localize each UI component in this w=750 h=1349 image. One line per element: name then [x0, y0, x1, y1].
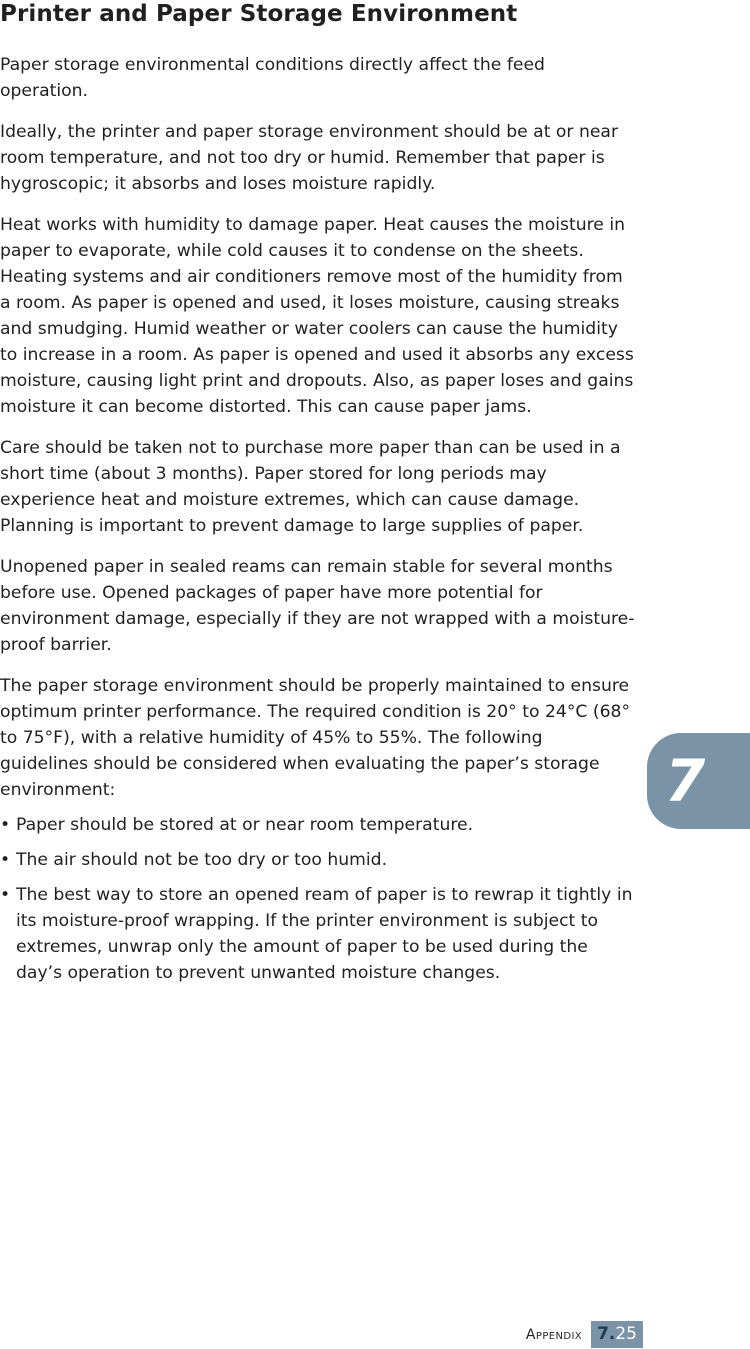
- page-footer: [526, 1321, 643, 1348]
- paragraph-storage-conditions: The paper storage environment should be properly maintained to ensure optimum printer performance. The required condition is 20° to 24°C (68° to 75°F), with a relative humidity of 45% to 55%. The following guidelines should be considered when evaluating the paper’s storage environment:: [0, 676, 631, 800]
- bullet-icon: •: [0, 815, 11, 835]
- page-title: Printer and Paper Storage Environment: [0, 1, 518, 27]
- bullet-icon: •: [0, 885, 11, 905]
- list-item-text: The best way to store an opened ream of paper is to rewrap it tightly in its moisture-proof wrapping. If the printer environment is subject to extremes, unwrap only the amount of paper to be used during the day’s operation to prevent unwanted moisture changes.: [16, 885, 633, 983]
- body-text: [0, 52, 636, 995]
- bullet-icon: •: [0, 850, 11, 870]
- paragraph-intro: Paper storage environmental conditions directly affect the feed operation.: [0, 55, 545, 101]
- paragraph-heat-humidity: Heat works with humidity to damage paper. Heat causes the moisture in paper to evaporate, while cold causes it to condense on the sheets. Heating systems and air conditioners remove most of the humidity from a room. As paper is opened and used, it loses moisture, causing streaks and smudging. Humid weather or water coolers can cause the humidity to increase in a room. As paper is opened and used it absorbs any excess moisture, causing light print and dropouts. Also, as paper loses and gains moisture it can become distorted. This can cause paper jams.: [0, 215, 634, 417]
- list-item: [0, 812, 636, 838]
- list-item: [0, 847, 636, 873]
- page-number-badge: [591, 1321, 643, 1348]
- list-item-text: The air should not be too dry or too humid.: [16, 850, 388, 870]
- paragraph-purchase-care: Care should be taken not to purchase more paper than can be used in a short time (about 3 months). Paper stored for long periods may experience heat and moisture extremes, which can cause damage. Planning is important to prevent damage to large supplies of paper.: [0, 438, 621, 536]
- page-number: 25: [615, 1324, 637, 1344]
- guidelines-list: [0, 812, 636, 986]
- chapter-tab: [647, 733, 750, 829]
- page-chapter: 7.: [597, 1324, 616, 1344]
- paragraph-unopened-paper: Unopened paper in sealed reams can remain stable for several months before use. Opened packages of paper have more potential for environment damage, especially if they are not wrapped with a moisture-proof barrier.: [0, 557, 635, 655]
- paragraph-ideal-environment: Ideally, the printer and paper storage environment should be at or near room temperature, and not too dry or humid. Remember that paper is hygroscopic; it absorbs and loses moisture rapidly.: [0, 122, 619, 194]
- footer-section-label: Appendix: [525, 1326, 583, 1343]
- list-item-text: Paper should be stored at or near room temperature.: [16, 815, 474, 835]
- chapter-number: 7: [664, 747, 706, 815]
- list-item: [0, 882, 636, 986]
